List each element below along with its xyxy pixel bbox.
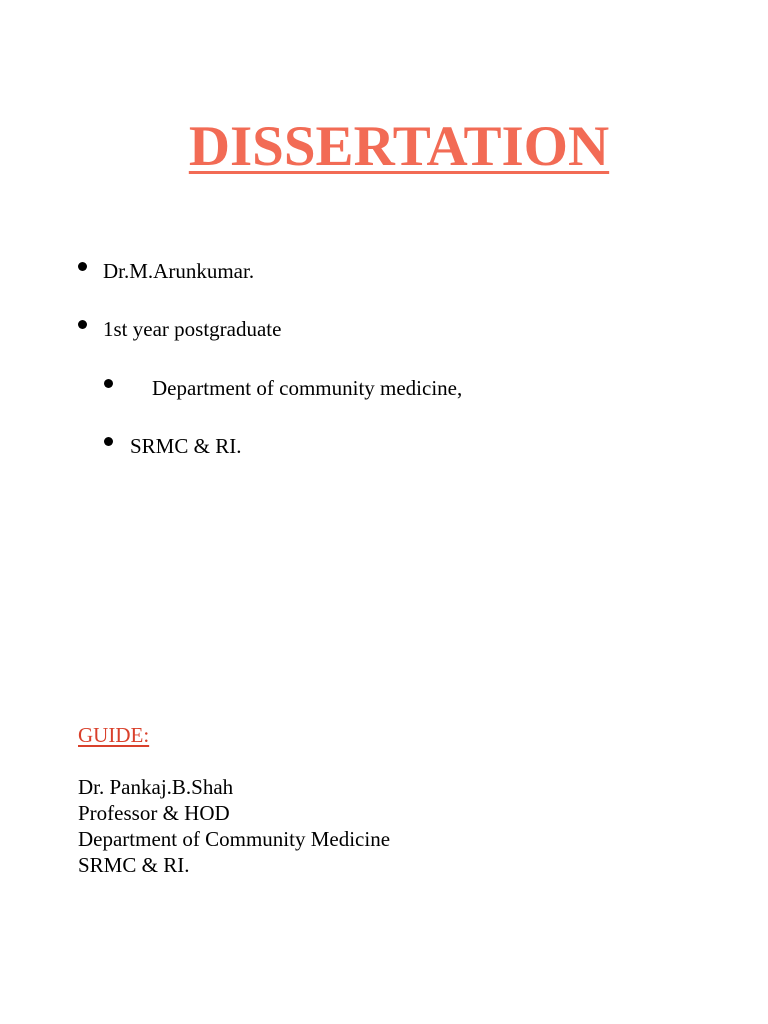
bullet-item-author: Dr.M.Arunkumar. bbox=[103, 259, 255, 283]
guide-heading: GUIDE: bbox=[78, 723, 150, 747]
guide-department: Department of Community Medicine bbox=[78, 827, 391, 851]
bullet-dot-icon bbox=[78, 320, 87, 329]
bullet-dot-icon bbox=[104, 437, 113, 446]
document-title: DISSERTATION bbox=[188, 115, 610, 178]
guide-institution: SRMC & RI. bbox=[78, 853, 190, 877]
bullet-item-institution: SRMC & RI. bbox=[130, 434, 242, 458]
guide-name: Dr. Pankaj.B.Shah bbox=[78, 775, 234, 799]
bullet-item-department: Department of community medicine, bbox=[152, 376, 463, 400]
bullet-dot-icon bbox=[104, 379, 113, 388]
bullet-dot-icon bbox=[78, 262, 87, 271]
guide-position: Professor & HOD bbox=[78, 801, 230, 825]
bullet-item-year: 1st year postgraduate bbox=[103, 317, 282, 341]
